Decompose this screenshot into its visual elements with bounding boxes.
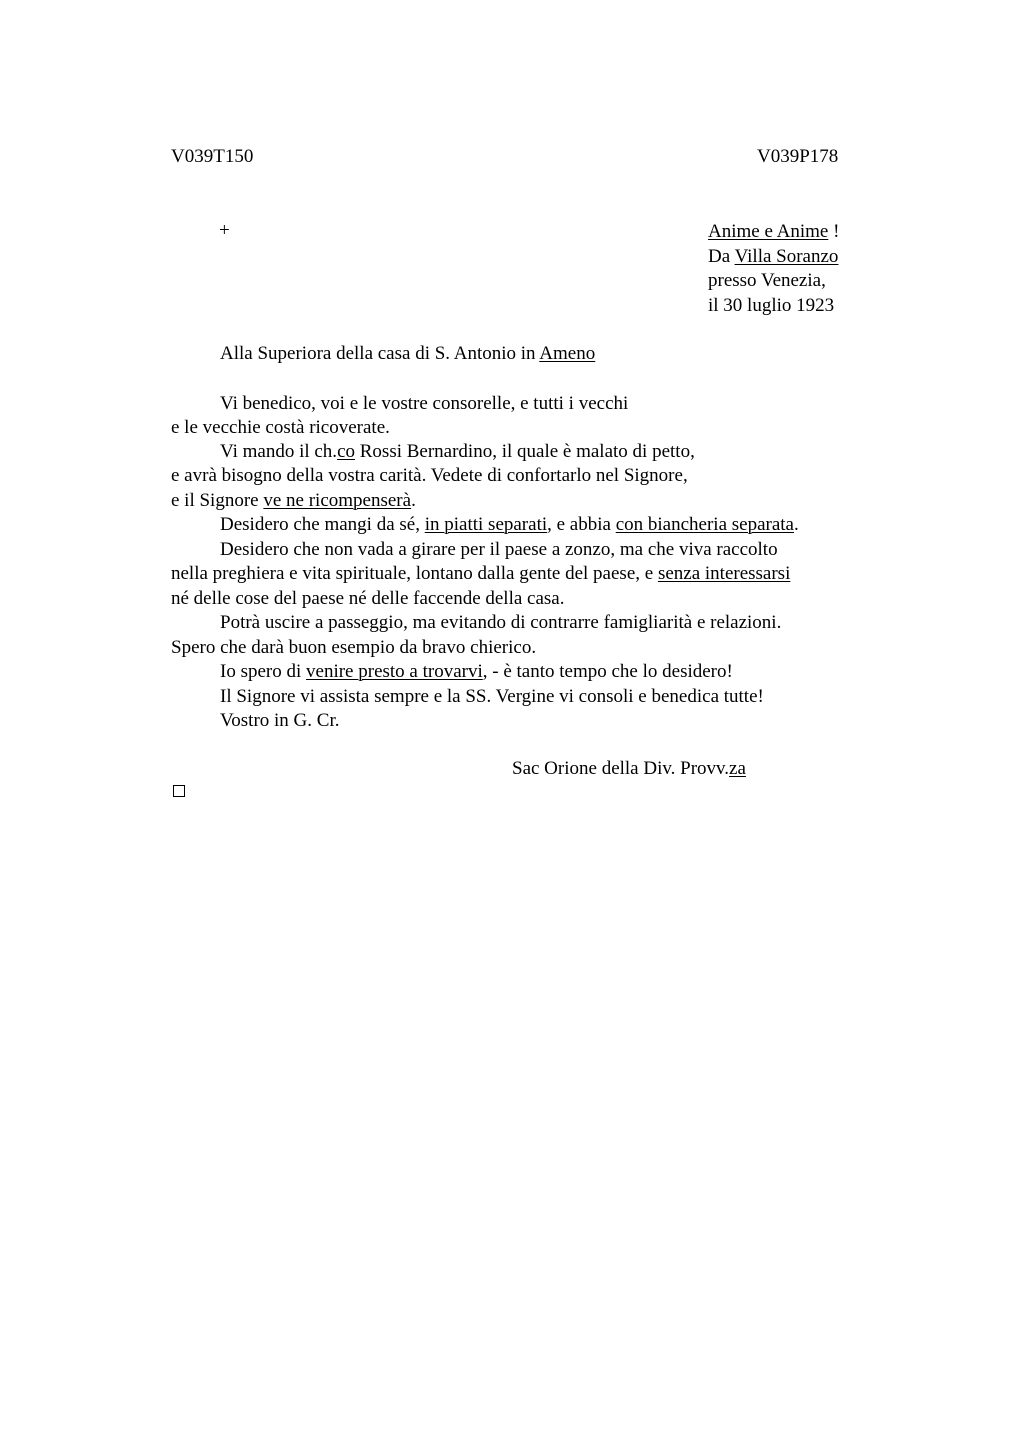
dateline [708, 220, 839, 318]
document-code-left: V039T150 [171, 146, 254, 167]
dateline-line-3: presso Venezia, [708, 270, 826, 291]
cross-symbol: + [219, 220, 230, 241]
dateline-line-1: Anime e Anime ! [708, 221, 840, 242]
body-line: Vi mando il ch.co Rossi Bernardino, il quale è malato di petto, [220, 441, 695, 462]
end-square-icon [173, 785, 185, 797]
body-line: Potrà uscire a passeggio, ma evitando di contrarre famigliarità e relazioni. [220, 612, 782, 633]
address-line: Alla Superiora della casa di S. Antonio in Ameno [220, 343, 596, 364]
dateline-line-2: Da Villa Soranzo [708, 245, 839, 267]
body-line: e il Signore ve ne ricompenserà. [171, 490, 416, 511]
body-line: Desidero che mangi da sé, in piatti separati, e abbia con biancheria separata. [220, 514, 799, 535]
signature: Sac Orione della Div. Provv.za [512, 758, 746, 779]
body-line: Spero che darà buon esempio da bravo chierico. [171, 637, 537, 658]
body-line: nella preghiera e vita spirituale, lontano dalla gente del paese, e senza interessarsi [171, 563, 791, 584]
body-line: e le vecchie costà ricoverate. [171, 417, 390, 438]
body-line: né delle cose del paese né delle faccende della casa. [171, 588, 565, 609]
body-line: Vostro in G. Cr. [220, 710, 340, 731]
body-line: Desidero che non vada a girare per il paese a zonzo, ma che viva raccolto [220, 539, 778, 560]
body-line: Io spero di venire presto a trovarvi, - è tanto tempo che lo desidero! [220, 661, 733, 682]
body-line: Il Signore vi assista sempre e la SS. Vergine vi consoli e benedica tutte! [220, 686, 764, 707]
document-code-right: V039P178 [757, 146, 839, 167]
body-line: Vi benedico, voi e le vostre consorelle, e tutti i vecchi [220, 393, 629, 414]
body-line: e avrà bisogno della vostra carità. Vedete di confortarlo nel Signore, [171, 465, 688, 486]
dateline-line-4: il 30 luglio 1923 [708, 294, 835, 316]
